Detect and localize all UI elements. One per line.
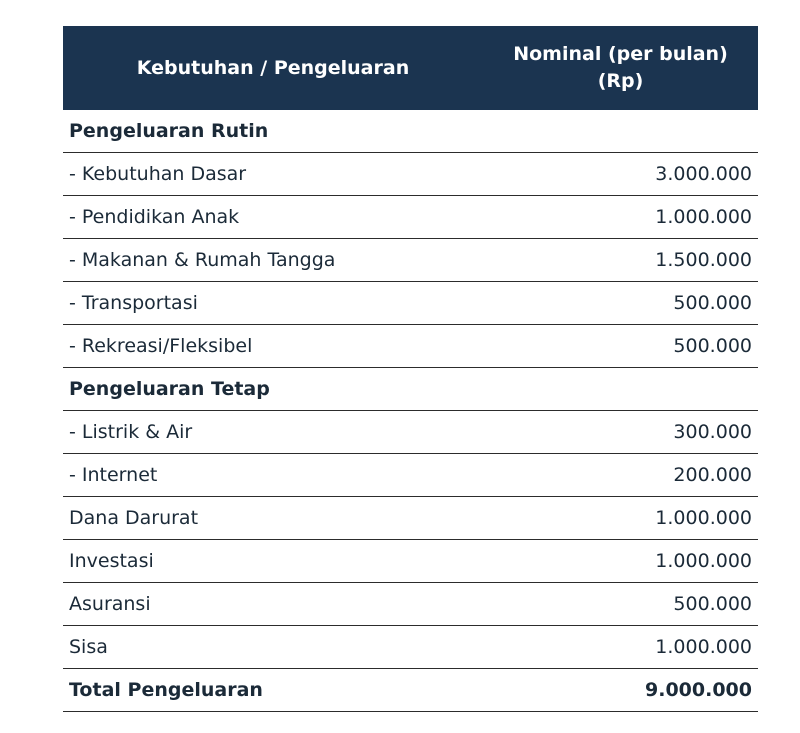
- row-label: Asuransi: [63, 583, 483, 626]
- table-row: [63, 196, 758, 239]
- row-label: Dana Darurat: [63, 497, 483, 540]
- table-row: [63, 583, 758, 626]
- row-value: 500.000: [483, 325, 758, 368]
- row-value: 1.000.000: [483, 626, 758, 669]
- row-label: - Makanan & Rumah Tangga: [63, 239, 483, 282]
- row-value: 1.000.000: [483, 540, 758, 583]
- row-label: - Transportasi: [63, 282, 483, 325]
- header-category: Kebutuhan / Pengeluaran: [63, 26, 483, 110]
- row-value: 300.000: [483, 411, 758, 454]
- table-row: [63, 454, 758, 497]
- table-body: [63, 110, 758, 712]
- total-row: [63, 669, 758, 712]
- row-label: - Kebutuhan Dasar: [63, 153, 483, 196]
- row-label: - Pendidikan Anak: [63, 196, 483, 239]
- header-row: [63, 26, 758, 110]
- row-label: Sisa: [63, 626, 483, 669]
- row-value: 200.000: [483, 454, 758, 497]
- table-row: [63, 110, 758, 153]
- table-row: [63, 282, 758, 325]
- table-header: [63, 26, 758, 110]
- total-value: 9.000.000: [483, 669, 758, 712]
- row-value: 500.000: [483, 583, 758, 626]
- row-value: [483, 368, 758, 411]
- row-label: - Rekreasi/Fleksibel: [63, 325, 483, 368]
- row-label: Pengeluaran Rutin: [63, 110, 483, 153]
- row-label: Investasi: [63, 540, 483, 583]
- row-value: [483, 110, 758, 153]
- table-row: [63, 497, 758, 540]
- row-label: - Internet: [63, 454, 483, 497]
- row-value: 1.000.000: [483, 196, 758, 239]
- row-value: 1.500.000: [483, 239, 758, 282]
- row-value: 500.000: [483, 282, 758, 325]
- header-amount: Nominal (per bulan) (Rp): [483, 26, 758, 110]
- table-row: [63, 540, 758, 583]
- table-row: [63, 325, 758, 368]
- row-label: Pengeluaran Tetap: [63, 368, 483, 411]
- row-value: 3.000.000: [483, 153, 758, 196]
- total-label: Total Pengeluaran: [63, 669, 483, 712]
- expense-table: [63, 26, 758, 712]
- row-value: 1.000.000: [483, 497, 758, 540]
- table-row: [63, 153, 758, 196]
- table-row: [63, 368, 758, 411]
- table-row: [63, 239, 758, 282]
- expense-table-container: [63, 26, 758, 712]
- row-label: - Listrik & Air: [63, 411, 483, 454]
- table-row: [63, 411, 758, 454]
- table-row: [63, 626, 758, 669]
